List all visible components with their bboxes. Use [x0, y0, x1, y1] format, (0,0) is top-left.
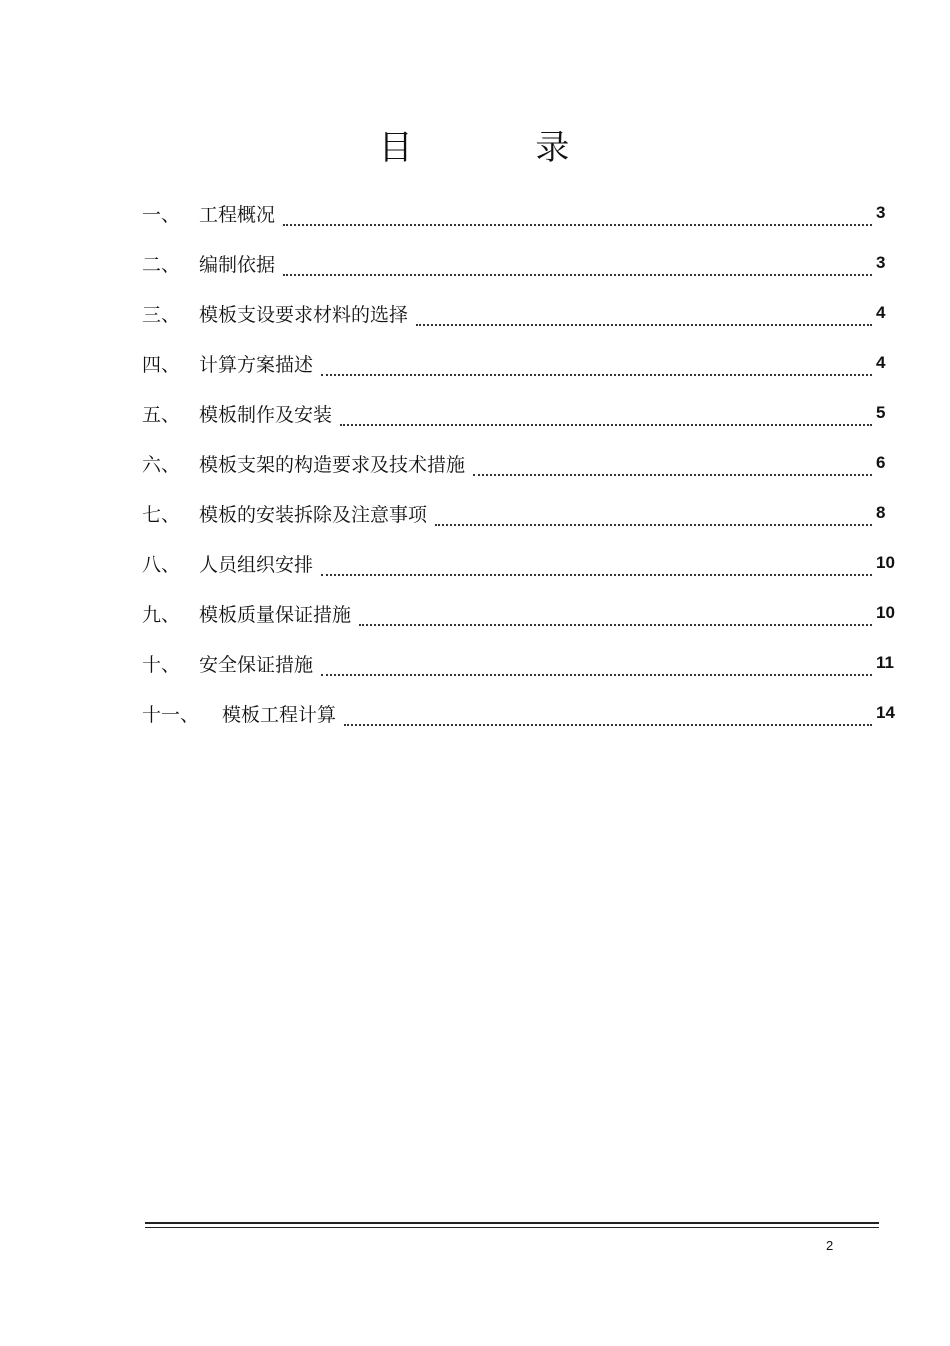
toc-dot-leader — [473, 454, 872, 476]
toc-entry-page: 10 — [876, 603, 895, 622]
toc-entry-number: 九、 — [142, 603, 181, 626]
toc-dot-leader — [321, 354, 872, 376]
toc-entry-page: 4 — [876, 353, 886, 372]
toc-dot-leader — [435, 504, 872, 526]
toc-entry-page: 8 — [876, 503, 886, 522]
toc-entry-page: 3 — [876, 203, 886, 222]
toc-entry-number: 三、 — [142, 303, 181, 326]
toc-entry[interactable] — [142, 338, 902, 388]
toc-entry[interactable] — [142, 588, 902, 638]
toc-entry-page: 14 — [876, 703, 895, 722]
toc-entry-label: 编制依据 — [199, 253, 276, 276]
toc-entry-number: 二、 — [142, 253, 181, 276]
toc-entry-label: 模板的安装拆除及注意事项 — [199, 503, 428, 526]
toc-entry-number: 七、 — [142, 503, 181, 526]
toc-dot-leader — [283, 254, 872, 276]
toc-entry-page: 3 — [876, 253, 886, 272]
page-number: 2 — [826, 1238, 834, 1253]
toc-dot-leader — [321, 554, 872, 576]
toc-entry-label: 模板制作及安装 — [199, 403, 333, 426]
toc-entry[interactable] — [142, 538, 902, 588]
toc-dot-leader — [340, 404, 872, 426]
toc-entry-number: 六、 — [142, 453, 181, 476]
toc-entry-number: 十一、 — [142, 703, 200, 726]
toc-entry-label: 模板支架的构造要求及技术措施 — [199, 453, 466, 476]
toc-title-right: 录 — [535, 128, 572, 168]
toc-entry[interactable] — [142, 388, 902, 438]
toc-dot-leader — [283, 204, 872, 226]
toc-entry-label: 计算方案描述 — [199, 353, 314, 376]
toc-entry-page: 4 — [876, 303, 886, 322]
toc-entry-number: 四、 — [142, 353, 181, 376]
toc-dot-leader — [344, 704, 872, 726]
toc-entry-page: 5 — [876, 403, 886, 422]
toc-entry-label: 安全保证措施 — [199, 653, 314, 676]
footer-rule-thin — [145, 1227, 879, 1228]
toc-entry-page: 10 — [876, 553, 895, 572]
toc-entry[interactable] — [142, 488, 902, 538]
toc-entry-label: 模板工程计算 — [222, 703, 337, 726]
toc-title-left: 目 — [378, 128, 415, 168]
toc-entry[interactable] — [142, 688, 902, 738]
toc-list — [142, 188, 902, 738]
toc-entry-number: 十、 — [142, 653, 181, 676]
toc-entry-label: 模板支设要求材料的选择 — [199, 303, 409, 326]
toc-entry-label: 模板质量保证措施 — [199, 603, 352, 626]
toc-entry-label: 人员组织安排 — [199, 553, 314, 576]
toc-entry-number: 一、 — [142, 203, 181, 226]
toc-entry[interactable] — [142, 638, 902, 688]
toc-entry-page: 6 — [876, 453, 886, 472]
footer-rule-thick — [145, 1222, 879, 1224]
toc-entry[interactable] — [142, 288, 902, 338]
toc-dot-leader — [416, 304, 872, 326]
toc-dot-leader — [359, 604, 872, 626]
toc-entry-number: 八、 — [142, 553, 181, 576]
toc-entry[interactable] — [142, 188, 902, 238]
toc-title — [0, 120, 950, 169]
toc-entry-page: 11 — [876, 653, 894, 672]
toc-entry-label: 工程概况 — [199, 203, 276, 226]
toc-entry[interactable] — [142, 438, 902, 488]
toc-dot-leader — [321, 654, 872, 676]
toc-entry[interactable] — [142, 238, 902, 288]
toc-entry-number: 五、 — [142, 403, 181, 426]
